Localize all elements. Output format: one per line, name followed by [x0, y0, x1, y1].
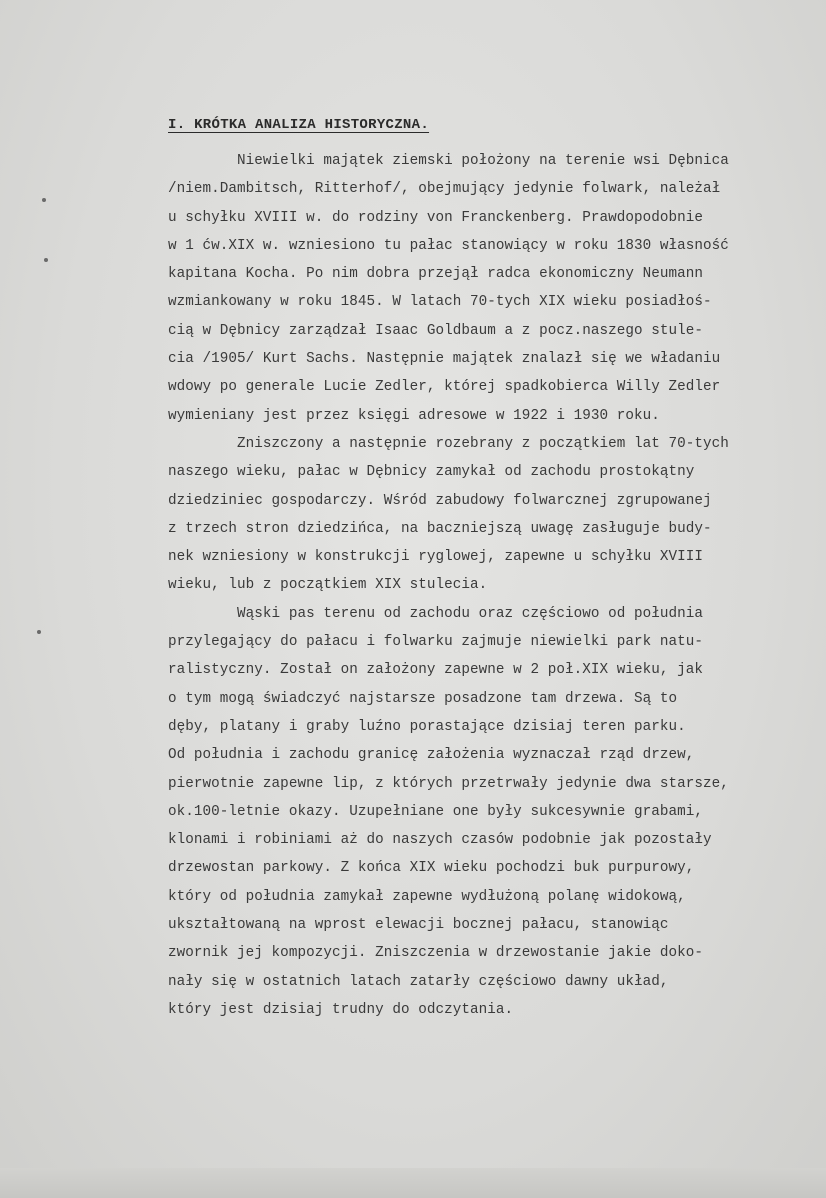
text-line: o tym mogą świadczyć najstarsze posadzone tam drzewa. Są to [168, 690, 678, 707]
text-line: nały się w ostatnich latach zatarły częściowo dawny układ, [168, 973, 669, 990]
text-line: Od południa i zachodu granicę założenia wyznaczał rząd drzew, [168, 747, 695, 764]
text-line: u schyłku XVIII w. do rodziny von Franckenberg. Prawdopodobnie [168, 209, 704, 226]
punch-mark [44, 258, 48, 262]
text-line: wzmiankowany w roku 1845. W latach 70-tych XIX wieku posiadłoś- [168, 294, 712, 311]
text-line: zwornik jej kompozycji. Zniszczenia w drzewostanie jakie doko- [168, 945, 704, 962]
text-line: klonami i robiniami aż do naszych czasów podobnie jak pozostały [168, 832, 712, 849]
paragraph-park [168, 600, 826, 1024]
text-line: cia /1905/ Kurt Sachs. Następnie majątek znalazł się we władaniu [168, 351, 721, 368]
text-line: cią w Dębnicy zarządzał Isaac Goldbaum a z pocz.naszego stule- [168, 322, 704, 339]
punch-mark [37, 630, 41, 634]
text-line: pierwotnie zapewne lip, z których przetrwały jedynie dwa starsze, [168, 775, 729, 792]
text-line: dziedziniec gospodarczy. Wśród zabudowy folwarcznej zgrupowanej [168, 492, 712, 509]
text-line: który jest dzisiaj trudny do odczytania. [168, 1001, 514, 1018]
text-line: ralistyczny. Został on założony zapewne w 2 poł.XIX wieku, jak [168, 662, 704, 679]
text-line: Zniszczony a następnie rozebrany z początkiem lat 70-tych [168, 435, 729, 452]
section-heading: I. KRÓTKA ANALIZA HISTORYCZNA. [168, 117, 430, 133]
text-line: Wąski pas terenu od zachodu oraz częściowo od południa [168, 605, 704, 622]
paragraph-history [168, 147, 826, 430]
text-line: w 1 ćw.XIX w. wzniesiono tu pałac stanowiący w roku 1830 własność [168, 237, 729, 254]
text-line: dęby, platany i graby luźno porastające dzisiaj teren parku. [168, 718, 686, 735]
text-line: wdowy po generale Lucie Zedler, której spadkobierca Willy Zedler [168, 379, 721, 396]
text-line: ukształtowaną na wprost elewacji bocznej pałacu, stanowiąc [168, 917, 669, 934]
text-line: ok.100-letnie okazy. Uzupełniane one były sukcesywnie grabami, [168, 803, 704, 820]
document-body [168, 147, 826, 1024]
text-line: drzewostan parkowy. Z końca XIX wieku pochodzi buk purpurowy, [168, 860, 695, 877]
text-line: z trzech stron dziedzińca, na baczniejszą uwagę zasługuje budy- [168, 520, 712, 537]
page-bottom-edge [0, 1168, 826, 1198]
text-line: wymieniany jest przez księgi adresowe w 1922 i 1930 roku. [168, 407, 660, 424]
text-line: Niewielki majątek ziemski położony na terenie wsi Dębnica [168, 153, 729, 169]
text-line: kapitana Kocha. Po nim dobra przejął radca ekonomiczny Neumann [168, 266, 704, 283]
text-line: /niem.Dambitsch, Ritterhof/, obejmujący jedynie folwark, należał [168, 181, 721, 198]
text-line: który od południa zamykał zapewne wydłużoną polanę widokową, [168, 888, 686, 905]
text-line: naszego wieku, pałac w Dębnicy zamykał od zachodu prostokątny [168, 464, 695, 481]
text-line: wieku, lub z początkiem XIX stulecia. [168, 577, 488, 594]
text-line: przylegający do pałacu i folwarku zajmuje niewielki park natu- [168, 634, 704, 651]
paragraph-farm-buildings [168, 430, 826, 600]
text-line: nek wzniesiony w konstrukcji ryglowej, zapewne u schyłku XVIII [168, 549, 704, 566]
punch-mark [42, 198, 46, 202]
